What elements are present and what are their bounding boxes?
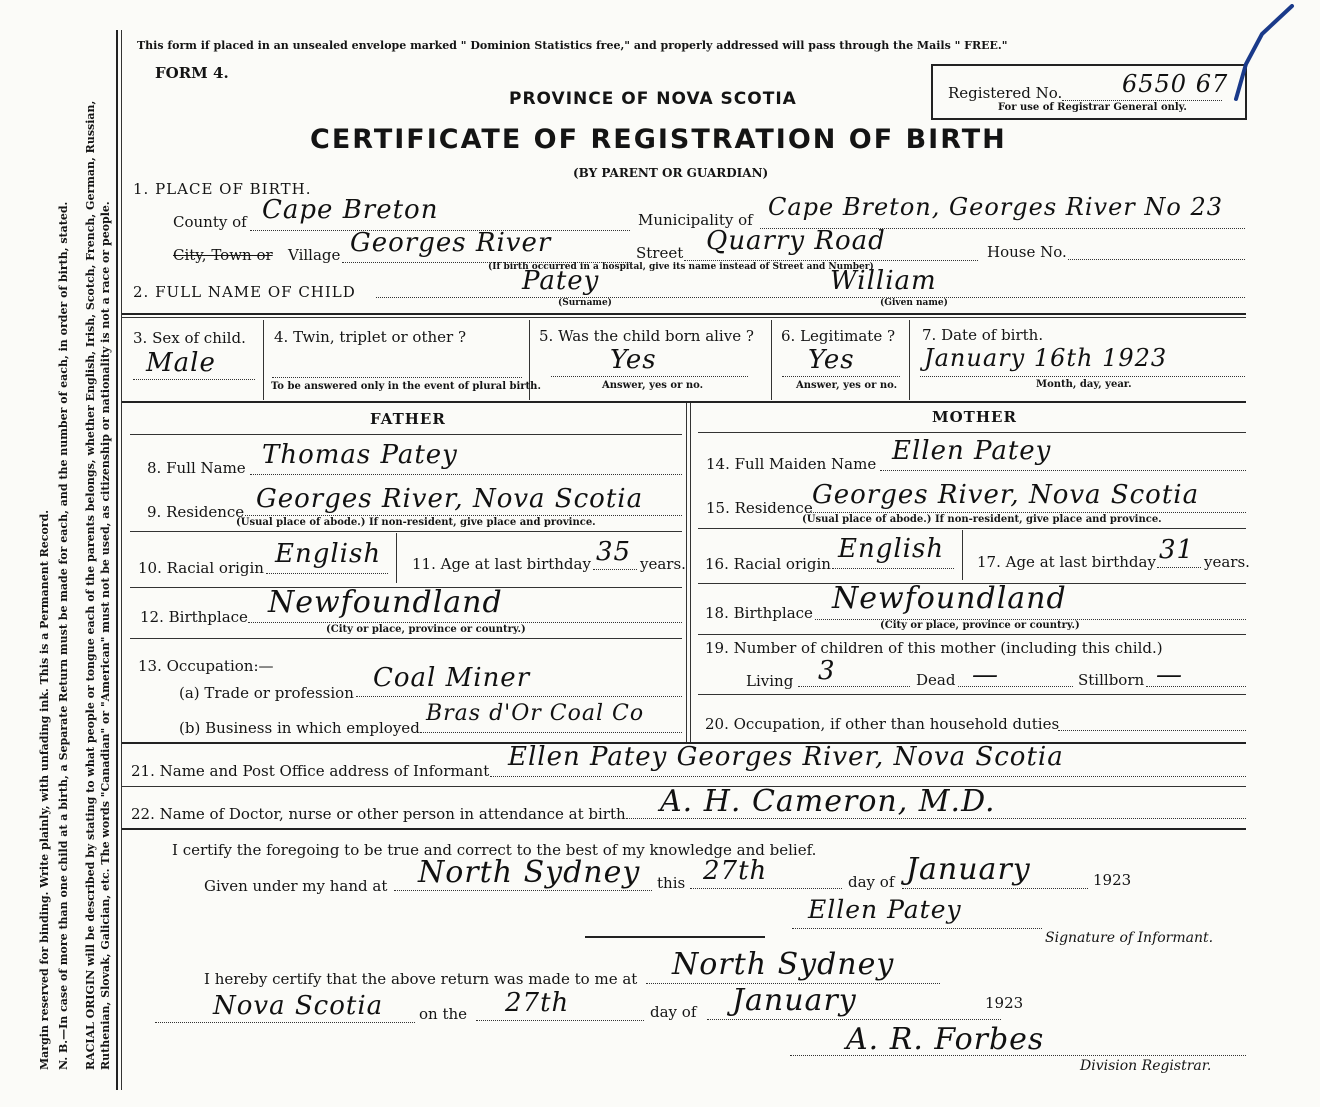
alive-label: 5. Was the child born alive ? bbox=[539, 327, 754, 345]
municipality-label: Municipality of bbox=[638, 211, 753, 229]
dob-label: 7. Date of birth. bbox=[922, 326, 1044, 344]
mother-residence-label: 15. Residence bbox=[706, 499, 813, 517]
certify-month: January bbox=[906, 852, 1031, 887]
father-trade-value: Coal Miner bbox=[373, 663, 531, 693]
father-birthplace-label: 12. Birthplace bbox=[140, 608, 248, 626]
father-business-value: Bras d'Or Coal Co bbox=[426, 701, 645, 726]
village-label: Village bbox=[288, 246, 341, 264]
informant-signature-caption: Signature of Informant. bbox=[1045, 930, 1214, 946]
certificate-subtitle: (BY PARENT OR GUARDIAN) bbox=[573, 166, 769, 180]
mother-race-label: 16. Racial origin bbox=[705, 555, 831, 573]
mother-age-years: years. bbox=[1204, 553, 1250, 571]
registrar-month: January bbox=[732, 983, 857, 1018]
margin-instruction-4: Ruthenian, Slovak, Galician, etc. The words "Canadian" or "American" must not be used, as citizenship or nationality is not a race or people. bbox=[99, 201, 112, 1070]
child-surname: Patey bbox=[522, 266, 600, 296]
child-given-name: William bbox=[830, 266, 937, 296]
registrar-year: 1923 bbox=[985, 994, 1024, 1012]
form-number: FORM 4. bbox=[155, 64, 229, 82]
dead-label: Dead bbox=[916, 671, 956, 689]
mail-note: This form if placed in an unsealed envelope marked " Dominion Statistics free," and properly addressed will pass through the Mails " FREE." bbox=[137, 39, 1008, 52]
father-occupation-label: 13. Occupation:— bbox=[138, 657, 274, 675]
sex-value: Male bbox=[146, 348, 216, 378]
mother-birthplace-note: (City or place, province or country.) bbox=[880, 620, 1080, 631]
certify-day: 27th bbox=[703, 856, 768, 886]
informant-label: 21. Name and Post Office address of Informant bbox=[131, 762, 490, 780]
doctor-value: A. H. Cameron, M.D. bbox=[660, 784, 996, 819]
alive-value: Yes bbox=[610, 345, 657, 375]
county-label: County of bbox=[173, 213, 247, 231]
living-value: 3 bbox=[818, 656, 836, 686]
this-label: this bbox=[657, 874, 686, 892]
mother-children-label: 19. Number of children of this mother (including this child.) bbox=[705, 639, 1163, 657]
father-age-label: 11. Age at last birthday bbox=[412, 555, 591, 573]
father-name-label: 8. Full Name bbox=[147, 459, 246, 477]
surname-note: (Surname) bbox=[558, 298, 612, 308]
father-residence-value: Georges River, Nova Scotia bbox=[256, 484, 644, 514]
onthe-label: on the bbox=[419, 1005, 468, 1023]
father-race-value: English bbox=[275, 539, 382, 569]
mother-residence-value: Georges River, Nova Scotia bbox=[812, 480, 1200, 510]
father-birthplace-value: Newfoundland bbox=[268, 585, 503, 620]
mother-name-label: 14. Full Maiden Name bbox=[706, 455, 877, 473]
given-label: Given under my hand at bbox=[204, 877, 388, 895]
informant-value: Ellen Patey Georges River, Nova Scotia bbox=[508, 742, 1064, 772]
registrar-statement: I hereby certify that the above return was made to me at bbox=[204, 970, 638, 988]
province-heading: PROVINCE OF NOVA SCOTIA bbox=[509, 89, 797, 109]
mother-birthplace-label: 18. Birthplace bbox=[705, 604, 813, 622]
street-value: Quarry Road bbox=[706, 226, 886, 256]
registrar-day: 27th bbox=[505, 988, 570, 1018]
sex-label: 3. Sex of child. bbox=[133, 329, 246, 347]
father-business-label: (b) Business in which employed bbox=[179, 719, 420, 737]
binding-margin bbox=[0, 0, 120, 1107]
check-mark-icon bbox=[1232, 4, 1302, 108]
legitimate-note: Answer, yes or no. bbox=[796, 380, 898, 391]
father-age-years: years. bbox=[640, 555, 686, 573]
twin-note: To be answered only in the event of plural birth. bbox=[271, 381, 541, 392]
mother-age-value: 31 bbox=[1159, 535, 1195, 565]
registrar-signature: A. R. Forbes bbox=[846, 1022, 1045, 1057]
given-note: (Given name) bbox=[880, 298, 948, 308]
certify-statement: I certify the foregoing to be true and correct to the best of my knowledge and belief. bbox=[172, 841, 817, 859]
reg-label: Registered No. bbox=[948, 84, 1063, 102]
informant-signature: Ellen Patey bbox=[808, 895, 962, 924]
stillborn-value: — bbox=[1156, 660, 1183, 690]
mother-race-value: English bbox=[838, 534, 945, 564]
margin-rule-inner bbox=[121, 30, 122, 1090]
living-label: Living bbox=[746, 672, 794, 690]
village-value: Georges River bbox=[350, 228, 552, 258]
municipality-value: Cape Breton, Georges River No 23 bbox=[768, 193, 1224, 221]
registrar-place-2: Nova Scotia bbox=[213, 991, 384, 1021]
mother-age-label: 17. Age at last birthday bbox=[977, 553, 1156, 571]
mother-name-value: Ellen Patey bbox=[892, 436, 1052, 466]
reg-note: For use of Registrar General only. bbox=[998, 102, 1187, 113]
legitimate-value: Yes bbox=[808, 345, 855, 375]
margin-instruction-2: N. B.—In case of more than one child at a birth, a Separate Return must be made for each, and the number of each, in order of birth, stated. bbox=[57, 201, 70, 1070]
house-label: House No. bbox=[987, 243, 1067, 261]
dob-note: Month, day, year. bbox=[1036, 379, 1132, 390]
place-heading: 1. PLACE OF BIRTH. bbox=[133, 180, 312, 198]
father-race-label: 10. Racial origin bbox=[138, 559, 264, 577]
mother-occupation-label: 20. Occupation, if other than household duties bbox=[705, 715, 1060, 733]
twin-label: 4. Twin, triplet or other ? bbox=[274, 328, 466, 346]
legitimate-label: 6. Legitimate ? bbox=[781, 327, 896, 345]
reg-number: 6550 67 bbox=[1122, 70, 1229, 98]
father-residence-label: 9. Residence bbox=[147, 503, 245, 521]
father-residence-note: (Usual place of abode.) If non-resident, give place and province. bbox=[236, 517, 596, 528]
registrar-caption: Division Registrar. bbox=[1080, 1058, 1212, 1074]
doctor-label: 22. Name of Doctor, nurse or other person in attendance at birth bbox=[131, 805, 626, 823]
margin-instruction-1: Margin reserved for binding. Write plainly, with unfading ink. This is a Permanent Record. bbox=[38, 509, 51, 1070]
city-town-label: City, Town or bbox=[173, 246, 273, 264]
given-place: North Sydney bbox=[418, 855, 641, 890]
hospital-note: (If birth occurred in a hospital, give its name instead of Street and Number) bbox=[488, 262, 874, 272]
dead-value: — bbox=[972, 660, 999, 690]
mother-heading: MOTHER bbox=[932, 408, 1017, 426]
father-name-value: Thomas Patey bbox=[262, 440, 458, 470]
mother-residence-note: (Usual place of abode.) If non-resident, give place and province. bbox=[802, 514, 1162, 525]
dob-value: January 16th 1923 bbox=[924, 344, 1168, 372]
stillborn-label: Stillborn bbox=[1078, 671, 1145, 689]
registrar-dayof-label: day of bbox=[650, 1003, 697, 1021]
street-label: Street bbox=[636, 244, 684, 262]
father-birthplace-note: (City or place, province or country.) bbox=[326, 624, 526, 635]
registrar-place-1: North Sydney bbox=[672, 947, 895, 982]
child-name-label: 2. FULL NAME OF CHILD bbox=[133, 283, 356, 301]
certificate-title: CERTIFICATE OF REGISTRATION OF BIRTH bbox=[310, 124, 1007, 155]
margin-instruction-3: RACIAL ORIGIN will be described by stating to what people or tongue each of the parents belongs, whether English, Irish, Scotch, French, German, Russian, bbox=[84, 100, 97, 1070]
father-heading: FATHER bbox=[370, 410, 446, 428]
father-trade-label: (a) Trade or profession bbox=[179, 684, 354, 702]
certify-dayof-label: day of bbox=[848, 873, 895, 891]
certify-year: 1923 bbox=[1093, 871, 1132, 889]
alive-note: Answer, yes or no. bbox=[602, 380, 704, 391]
margin-rule bbox=[116, 30, 118, 1090]
father-age-value: 35 bbox=[596, 537, 632, 567]
mother-birthplace-value: Newfoundland bbox=[832, 581, 1067, 616]
county-value: Cape Breton bbox=[262, 195, 439, 225]
